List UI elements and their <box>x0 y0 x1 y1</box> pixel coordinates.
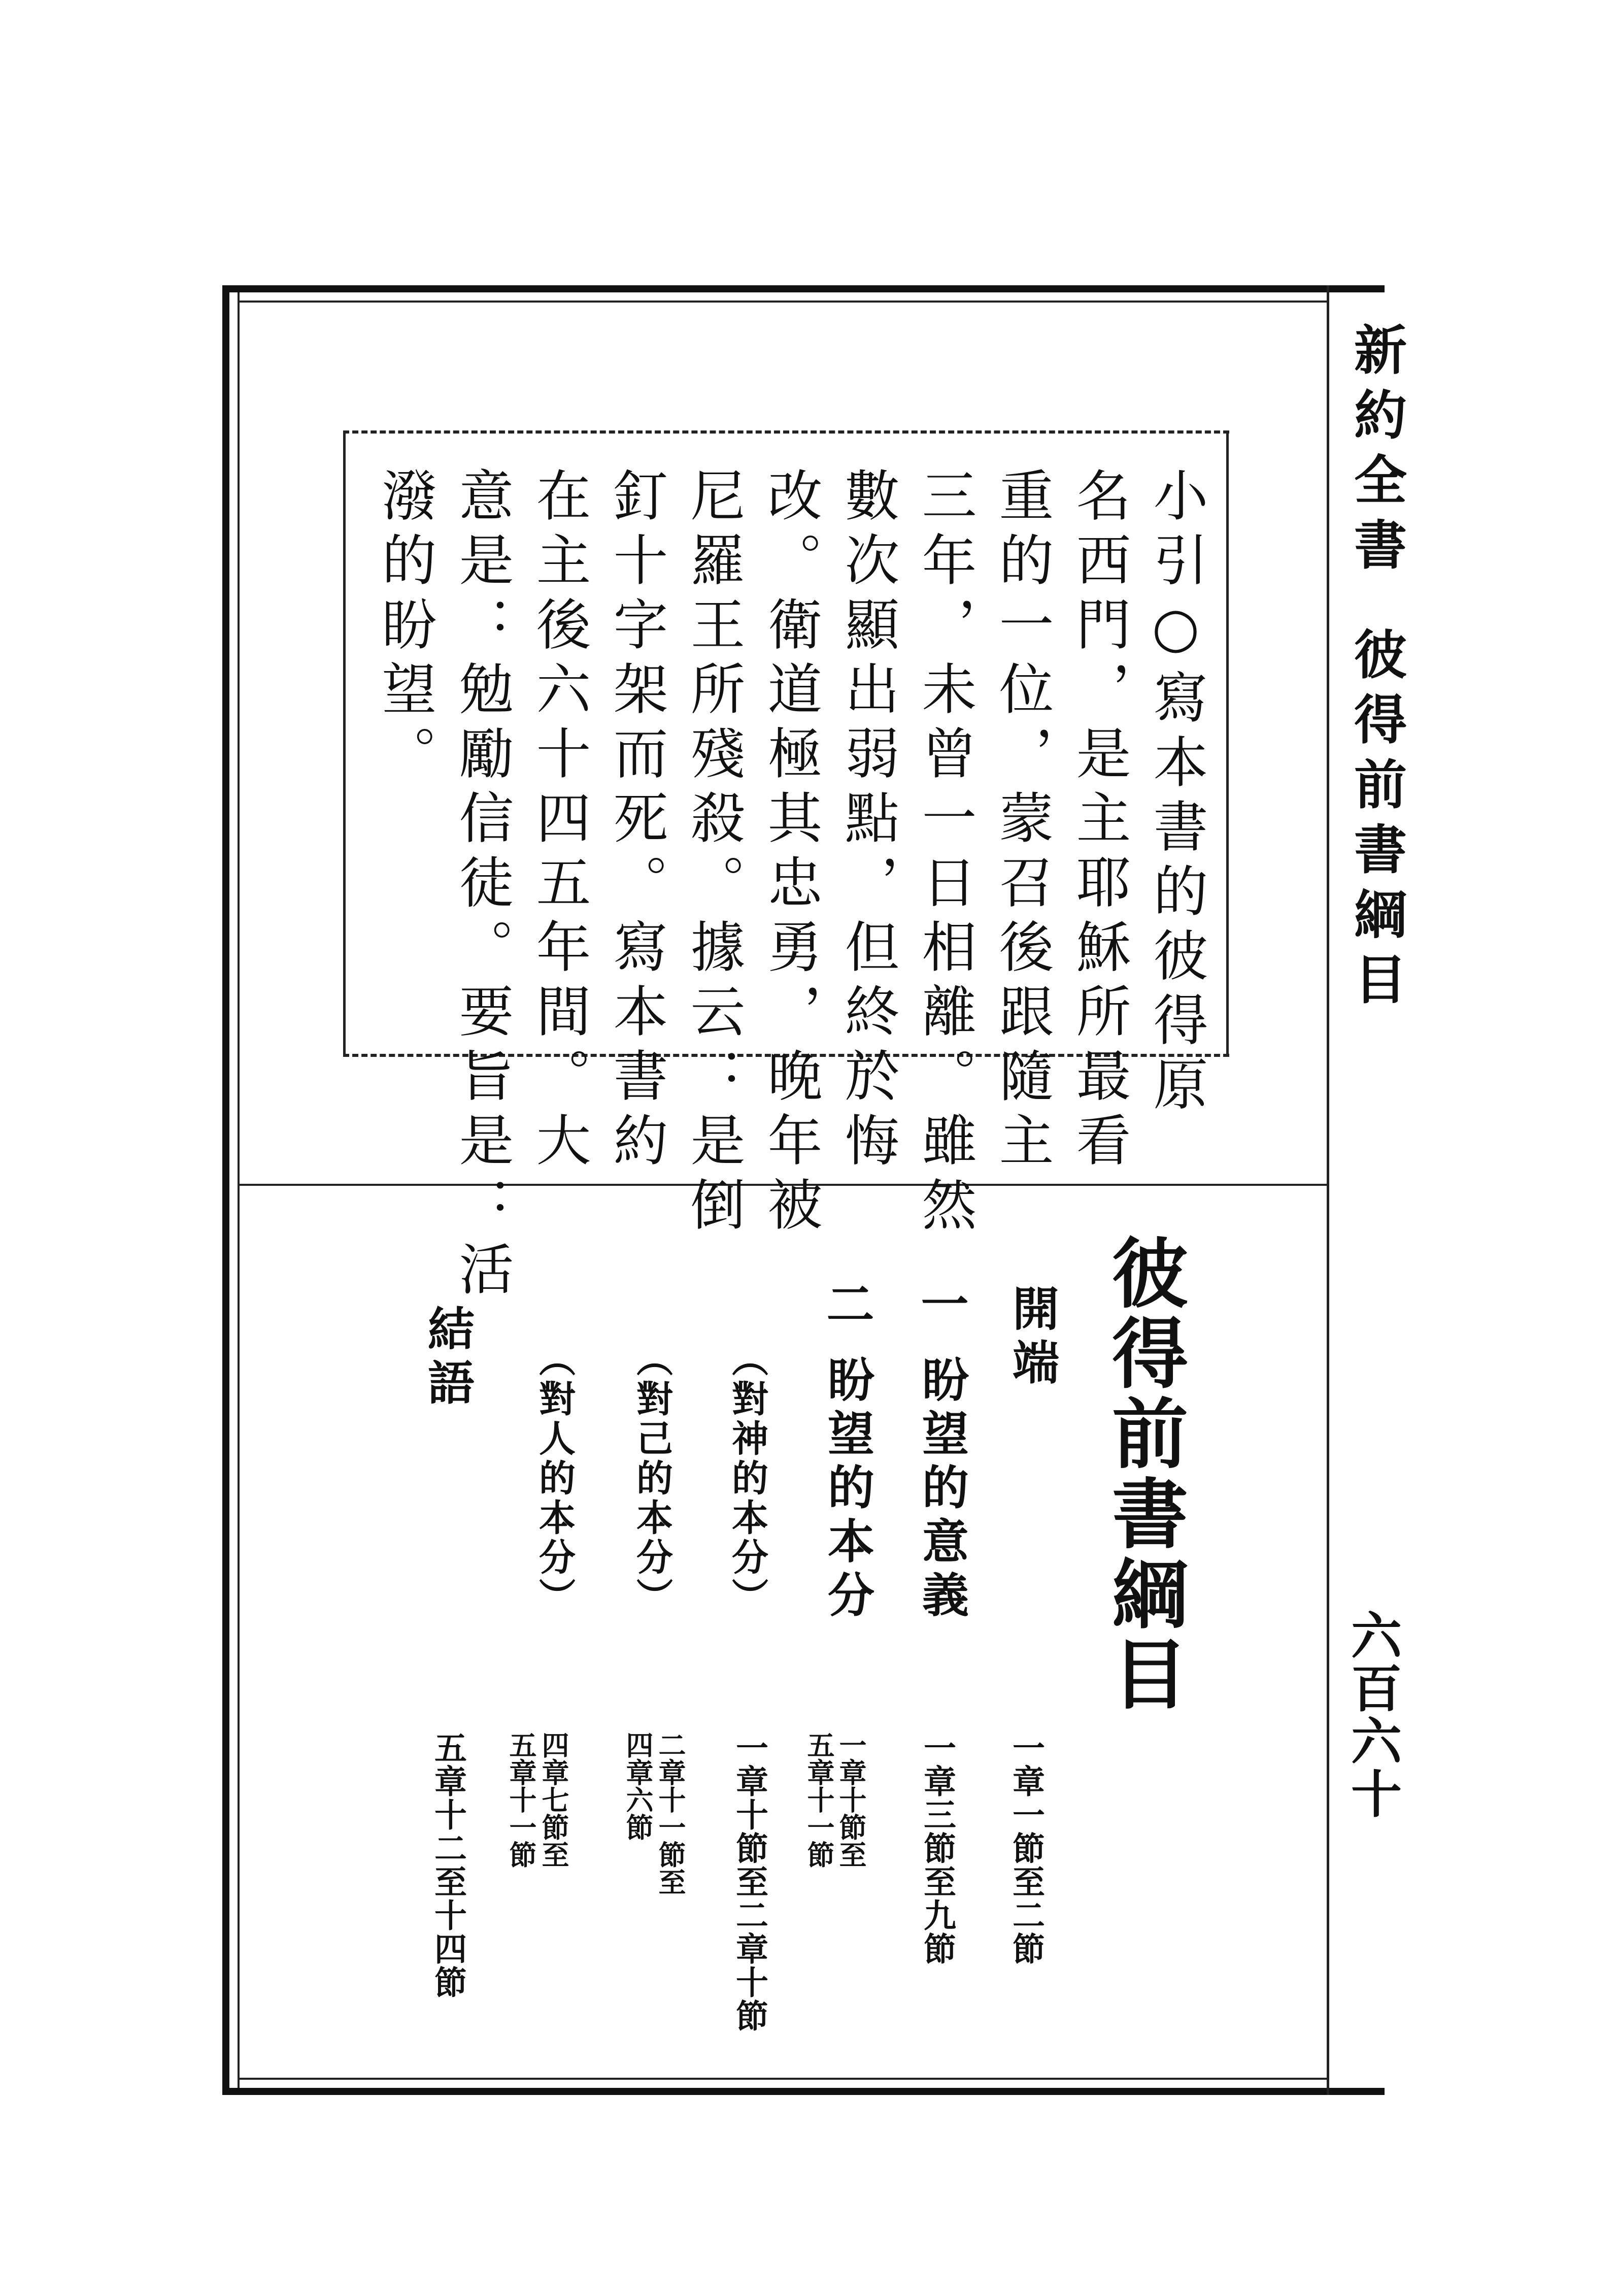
intro-box-top-border <box>343 430 1229 434</box>
sub-item-ref-b: 四章六節 <box>622 1731 654 1841</box>
frame-top-inner-rule <box>238 301 1329 303</box>
intro-column: 小引○寫本書的彼得原 <box>1144 467 1207 1120</box>
point1-ref: 一章三節至九節 <box>918 1731 956 1966</box>
opening-ref: 一章一節至二節 <box>1007 1731 1045 1966</box>
sub-item-label: （對神的本分） <box>726 1340 769 1617</box>
opening-label: 開端 <box>1005 1284 1060 1392</box>
book-title: 新約全書 <box>1345 322 1407 582</box>
intro-column: 潑的盼望。 <box>373 467 436 789</box>
conclusion-ref: 五章十二至十四節 <box>429 1731 467 1999</box>
page-number: 六百六十 <box>1342 1609 1402 1820</box>
section-title: 彼得前書綱目 <box>1345 627 1407 1017</box>
intro-column: 釘十字架而死。寫本書約 <box>604 467 667 1176</box>
sub-item-label: （對己的本分） <box>630 1340 673 1617</box>
intro-column: 重的一位，蒙召後跟隨主 <box>990 467 1053 1176</box>
intro-column: 尼羅王所殘殺。據云：是倒 <box>681 467 745 1241</box>
intro-column: 意是：勉勵信徒。要旨是：活 <box>450 467 513 1305</box>
frame-top-rule <box>222 285 1385 292</box>
point2-ref-a: 一章十節至 <box>835 1731 867 1868</box>
intro-column: 三年，未曾一日相離。雖然 <box>913 467 976 1241</box>
intro-column: 在主後六十四五年間。大 <box>527 467 590 1176</box>
side-column-rule <box>1327 285 1329 2095</box>
conclusion-label: 結語 <box>420 1305 475 1412</box>
intro-column: 名西門，是主耶穌所最看 <box>1067 467 1130 1176</box>
sub-item-ref: 一章十節至二章十節 <box>730 1731 768 2033</box>
intro-column: 改。衛道極其忠勇，晚年被 <box>758 467 822 1241</box>
intro-box-right-border <box>1226 430 1229 1057</box>
sub-item-ref-a: 二章十一節至 <box>654 1731 687 1895</box>
point1-number: 一 <box>913 1279 968 1327</box>
point2-label: 盼望的本分 <box>820 1355 875 1624</box>
sub-item-ref-b: 五章十一節 <box>505 1731 537 1868</box>
intro-box-left-border <box>343 430 346 1057</box>
frame-bottom-inner-rule <box>238 2078 1329 2080</box>
point2-number: 二 <box>818 1279 874 1327</box>
frame-bottom-rule <box>222 2088 1385 2095</box>
point2-ref-b: 五章十一節 <box>803 1731 835 1868</box>
frame-left-inner-rule <box>238 285 240 2095</box>
intro-column: 數次顯出弱點，但終於悔 <box>835 467 899 1176</box>
outline-title: 彼得前書綱目 <box>1099 1234 1188 1715</box>
sub-item-ref-a: 四章七節至 <box>537 1731 570 1868</box>
frame-left-rule <box>222 285 229 2095</box>
sub-item-label: （對人的本分） <box>533 1340 576 1617</box>
point1-label: 盼望的意義 <box>915 1355 969 1624</box>
